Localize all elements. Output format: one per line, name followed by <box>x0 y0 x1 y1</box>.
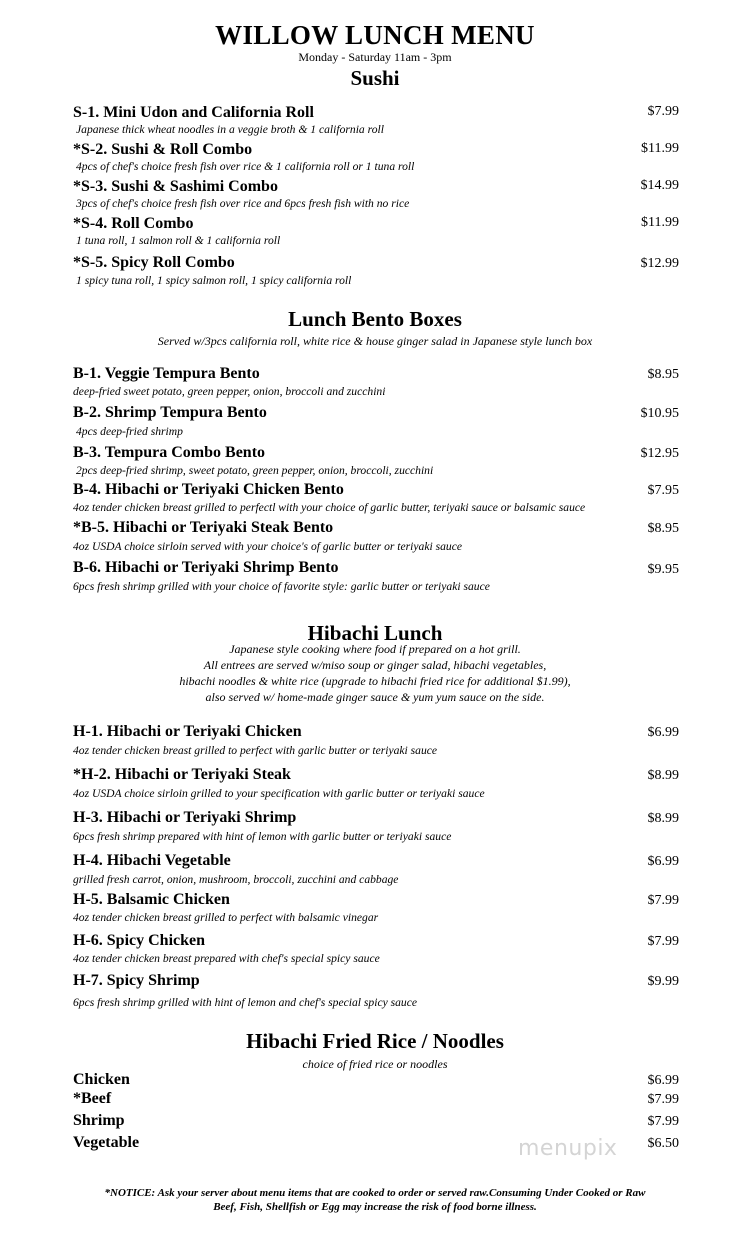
menu-item-desc: deep-fried sweet potato, green pepper, onion, broccoli and zucchini <box>73 385 386 398</box>
menu-item-name: *S-5. Spicy Roll Combo <box>73 254 235 271</box>
menu-item-price: $8.95 <box>647 521 679 536</box>
menu-item-desc: grilled fresh carrot, onion, mushroom, broccoli, zucchini and cabbage <box>73 873 399 886</box>
menu-item-name: *S-4. Roll Combo <box>73 215 194 232</box>
menu-item-name: B-4. Hibachi or Teriyaki Chicken Bento <box>73 481 344 498</box>
menu-item-desc: 4oz USDA choice sirloin grilled to your specification with garlic butter or teriyaki sauce <box>73 787 485 800</box>
notice-text: *NOTICE: Ask your server about menu items that are cooked to order or served raw.Consuming Under Cooked or Raw <box>104 1187 646 1199</box>
menu-item-desc: 6pcs fresh shrimp prepared with hint of lemon with garlic butter or teriyaki sauce <box>73 830 452 843</box>
menu-item-name: Shrimp <box>73 1112 125 1129</box>
section-title-sushi: Sushi <box>350 66 400 90</box>
menu-item-desc: 6pcs fresh shrimp grilled with your choice of favorite style: garlic butter or teriyaki sauce <box>73 580 490 593</box>
menu-item-price: $8.95 <box>647 367 679 382</box>
menu-item-price: $8.99 <box>647 768 679 783</box>
menu-item-desc: 4pcs deep-fried shrimp <box>76 425 183 438</box>
menu-item-price: $9.99 <box>647 974 679 989</box>
menu-item-price: $14.99 <box>640 178 679 193</box>
menu-item-desc: 3pcs of chef's choice fresh fish over rice and 6pcs fresh fish with no rice <box>76 197 410 210</box>
menu-item-name: Vegetable <box>73 1134 140 1151</box>
menu-item-price: $6.50 <box>647 1136 679 1151</box>
menu-item-price: $6.99 <box>647 1073 679 1088</box>
menu-item-desc: 4oz USDA choice sirloin served with your choice's of garlic butter or teriyaki sauce <box>73 540 462 553</box>
menu-item-name: H-4. Hibachi Vegetable <box>73 852 231 869</box>
menu-item-price: $11.99 <box>641 215 679 230</box>
menu-item-price: $8.99 <box>647 811 679 826</box>
menu-item-name: H-1. Hibachi or Teriyaki Chicken <box>73 723 302 740</box>
menu-item-desc: 4oz tender chicken breast grilled to perfect with balsamic vinegar <box>73 911 379 924</box>
menu-item-desc: Japanese thick wheat noodles in a veggie broth & 1 california roll <box>76 123 384 136</box>
section-note-hibachi: also served w/ home-made ginger sauce & yum yum sauce on the side. <box>205 690 545 704</box>
menu-item-name: *Beef <box>73 1090 112 1107</box>
menu-item-price: $6.99 <box>647 854 679 869</box>
menu-item-desc: 2pcs deep-fried shrimp, sweet potato, green pepper, onion, broccoli, zucchini <box>76 464 434 477</box>
menu-item-desc: 1 spicy tuna roll, 1 spicy salmon roll, 1 spicy california roll <box>76 274 352 287</box>
section-note-fried-rice: choice of fried rice or noodles <box>302 1057 448 1071</box>
menu-item-price: $9.95 <box>647 562 679 577</box>
menu-item-desc: 1 tuna roll, 1 salmon roll & 1 california roll <box>76 234 281 247</box>
section-note-hibachi: Japanese style cooking where food if prepared on a hot grill. <box>229 642 521 656</box>
menu-item-price: $12.95 <box>640 446 679 461</box>
menu-item-price: $7.99 <box>647 104 679 119</box>
menu-item-price: $11.99 <box>641 141 679 156</box>
menu-item-name: B-6. Hibachi or Teriyaki Shrimp Bento <box>73 559 339 576</box>
menu-item-name: *S-2. Sushi & Roll Combo <box>73 141 253 158</box>
menu-item-name: H-5. Balsamic Chicken <box>73 891 230 908</box>
menu-item-price: $7.99 <box>647 934 679 949</box>
menu-item-name: B-1. Veggie Tempura Bento <box>73 365 260 382</box>
menu-item-name: B-2. Shrimp Tempura Bento <box>73 404 267 421</box>
notice-text: Beef, Fish, Shellfish or Egg may increase the risk of food borne illness. <box>213 1201 537 1213</box>
watermark-logo: menupix <box>518 1136 618 1161</box>
section-title-hibachi: Hibachi Lunch <box>307 621 443 645</box>
menu-title: WILLOW LUNCH MENU <box>215 20 535 50</box>
menu-item-name: H-3. Hibachi or Teriyaki Shrimp <box>73 809 297 826</box>
menu-item-name: Chicken <box>73 1071 130 1088</box>
menu-item-price: $7.99 <box>647 1092 679 1107</box>
menu-item-desc: 4oz tender chicken breast prepared with chef's special spicy sauce <box>73 952 380 965</box>
menu-item-price: $6.99 <box>647 725 679 740</box>
menu-item-desc: 4oz tender chicken breast grilled to perfect with garlic butter or teriyaki sauce <box>73 744 438 757</box>
menu-item-name: *H-2. Hibachi or Teriyaki Steak <box>73 766 291 783</box>
menu-item-name: *S-3. Sushi & Sashimi Combo <box>73 178 278 195</box>
menu-item-name: B-3. Tempura Combo Bento <box>73 444 266 461</box>
section-note-hibachi: hibachi noodles & white rice (upgrade to hibachi fried rice for additional $1.99), <box>179 674 571 688</box>
menu-item-name: H-6. Spicy Chicken <box>73 932 206 949</box>
menu-item-price: $10.95 <box>640 406 679 421</box>
menu-item-price: $7.99 <box>647 1114 679 1129</box>
menu-item-desc: 4pcs of chef's choice fresh fish over rice & 1 california roll or 1 tuna roll <box>76 160 415 173</box>
menu-item-price: $7.99 <box>647 893 679 908</box>
menu-item-name: H-7. Spicy Shrimp <box>73 972 200 989</box>
section-note-bento: Served w/3pcs california roll, white rice & house ginger salad in Japanese style lunch box <box>157 334 593 348</box>
menu-item-name: *B-5. Hibachi or Teriyaki Steak Bento <box>73 519 334 536</box>
menu-item-name: S-1. Mini Udon and California Roll <box>73 104 314 121</box>
menu-item-price: $7.95 <box>647 483 679 498</box>
section-note-hibachi: All entrees are served w/miso soup or ginger salad, hibachi vegetables, <box>203 658 547 672</box>
hours: Monday - Saturday 11am - 3pm <box>298 50 452 64</box>
section-title-bento: Lunch Bento Boxes <box>288 307 462 331</box>
menu-item-price: $12.99 <box>640 256 679 271</box>
menu-item-desc: 6pcs fresh shrimp grilled with hint of lemon and chef's special spicy sauce <box>73 996 418 1009</box>
menu-item-desc: 4oz tender chicken breast grilled to perfectl with your choice of garlic butter, teriyaki sauce or balsamic sauce <box>73 501 586 514</box>
section-title-fried-rice: Hibachi Fried Rice / Noodles <box>246 1029 504 1053</box>
